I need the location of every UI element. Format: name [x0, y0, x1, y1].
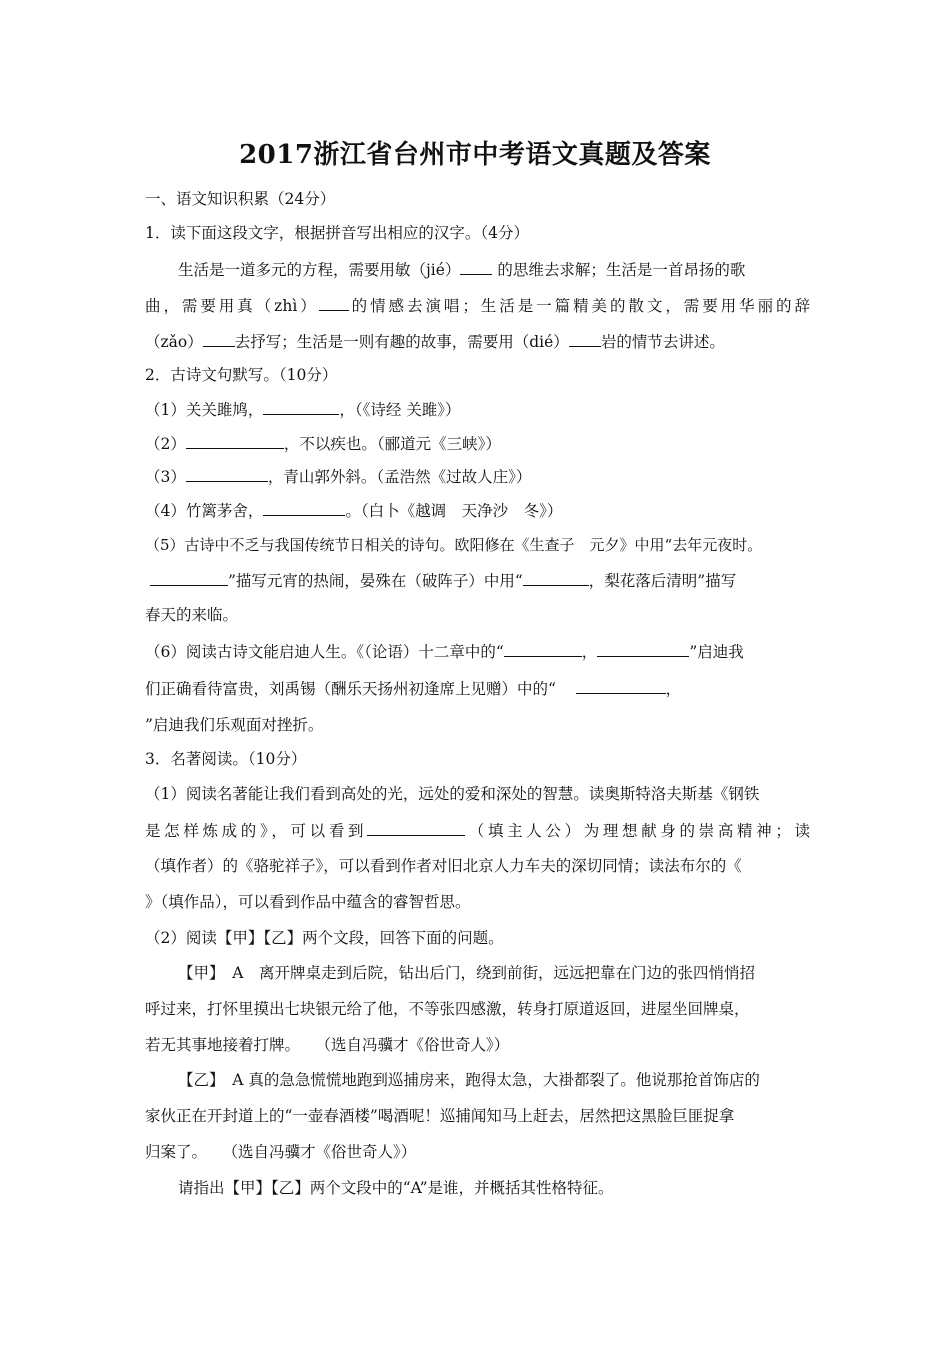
- question-3-item-1-line-4: 》（填作品），可以看到作品中蕴含的睿智哲思。: [145, 893, 471, 911]
- question-2-item-5-line-1: （5）古诗中不乏与我国传统节日相关的诗句。欧阳修在《生查子 元夕》中用“去年元夜时。: [145, 536, 763, 554]
- answer-blank[interactable]: [263, 398, 339, 415]
- question-2-item-5-line-2: ”描写元宵的热闹，晏殊在（破阵子）中用“ ，梨花落后清明”描写: [145, 569, 810, 592]
- question-3-item-2-heading: （2）阅读【甲】【乙】两个文段，回答下面的问题。: [145, 929, 504, 947]
- answer-blank[interactable]: [523, 569, 589, 586]
- answer-blank[interactable]: [263, 499, 345, 516]
- answer-blank[interactable]: [460, 258, 492, 275]
- question-2-item-3: （3） ，青山郭外斜。（孟浩然《过故人庄》）: [145, 465, 810, 488]
- question-2-item-1: （1）关关雎鸠， ，（《诗经 关雎》）: [145, 398, 810, 421]
- answer-blank[interactable]: [150, 569, 228, 586]
- question-1-line-3: （zǎo） 去抒写；生活是一则有趣的故事，需要用（dié） 岩的情节去讲述。: [145, 330, 810, 353]
- question-1-line-2: 曲，需要用真（zhì） 的情感去演唱；生活是一篇精美的散文，需要用华丽的辞: [145, 294, 810, 317]
- question-2-item-5-line-3: 春天的来临。: [145, 606, 239, 624]
- question-2-item-4: （4）竹篱茅舍， 。（白卜《越调 天净沙 冬》）: [145, 499, 810, 522]
- page-title: 2017浙江省台州市中考语文真题及答案: [239, 140, 711, 170]
- question-2-heading: 2．古诗文句默写。（10分）: [145, 366, 338, 384]
- section-heading: 一、语文知识积累（24分）: [145, 190, 336, 208]
- passage-yi-line-3: 归案了。 （选自冯骥才《俗世奇人》）: [145, 1143, 417, 1161]
- question-1-line-1: 生活是一道多元的方程，需要用敏（jié） 的思维去求解；生活是一首昂扬的歌: [178, 258, 810, 281]
- answer-blank[interactable]: [576, 677, 666, 694]
- answer-blank[interactable]: [504, 640, 582, 657]
- passage-jia-line-1: 【甲】 A 离开牌桌走到后院，钻出后门，绕到前街，远远把靠在门边的张四悄悄招: [178, 964, 755, 982]
- passage-yi-line-2: 家伙正在开封道上的“一壶春酒楼”喝酒呢！巡捕闻知马上赶去，居然把这黑脸巨匪捉拿: [145, 1107, 735, 1125]
- question-1-heading: 1．读下面这段文字，根据拼音写出相应的汉字。（4分）: [145, 224, 529, 242]
- question-2-item-6-line-1: （6）阅读古诗文能启迪人生。《（论语）十二章中的“ ， ”启迪我: [145, 640, 810, 663]
- question-2-item-6-line-2: 们正确看待富贵，刘禹锡（酬乐天扬州初逢席上见赠）中的“ ，: [145, 677, 810, 700]
- question-2-item-6-line-3: ”启迪我们乐观面对挫折。: [145, 716, 324, 734]
- answer-blank[interactable]: [186, 432, 284, 449]
- answer-blank[interactable]: [319, 294, 349, 311]
- answer-blank[interactable]: [569, 330, 601, 347]
- answer-blank[interactable]: [186, 465, 268, 482]
- question-3-item-1-line-3: （填作者）的《骆驼祥子》，可以看到作者对旧北京人力车夫的深切同情；读法布尔的《: [145, 857, 742, 875]
- answer-blank[interactable]: [367, 819, 465, 836]
- passage-jia-line-2: 呼过来，打怀里摸出七块银元给了他，不等张四感激，转身打原道返回，进屋坐回牌桌，: [145, 1000, 750, 1018]
- passage-jia-line-3: 若无其事地接着打牌。 （选自冯骥才《俗世奇人》）: [145, 1036, 510, 1054]
- question-3-heading: 3．名著阅读。（10分）: [145, 750, 307, 768]
- question-3-prompt: 请指出【甲】【乙】两个文段中的“A”是谁，并概括其性格特征。: [178, 1179, 614, 1197]
- question-2-item-2: （2） ，不以疾也。（郦道元《三峡》）: [145, 432, 810, 455]
- answer-blank[interactable]: [597, 640, 689, 657]
- passage-yi-line-1: 【乙】 A 真的急急慌慌地跑到巡捕房来，跑得太急，大褂都裂了。他说那抢首饰店的: [178, 1071, 760, 1089]
- question-3-item-1-line-2: 是怎样炼成的》，可以看到 （填主人公）为理想献身的崇高精神；读: [145, 819, 810, 842]
- answer-blank[interactable]: [203, 330, 235, 347]
- question-3-item-1-line-1: （1）阅读名著能让我们看到高处的光，远处的爱和深处的智慧。读奥斯特洛夫斯基《钢铁: [145, 785, 760, 803]
